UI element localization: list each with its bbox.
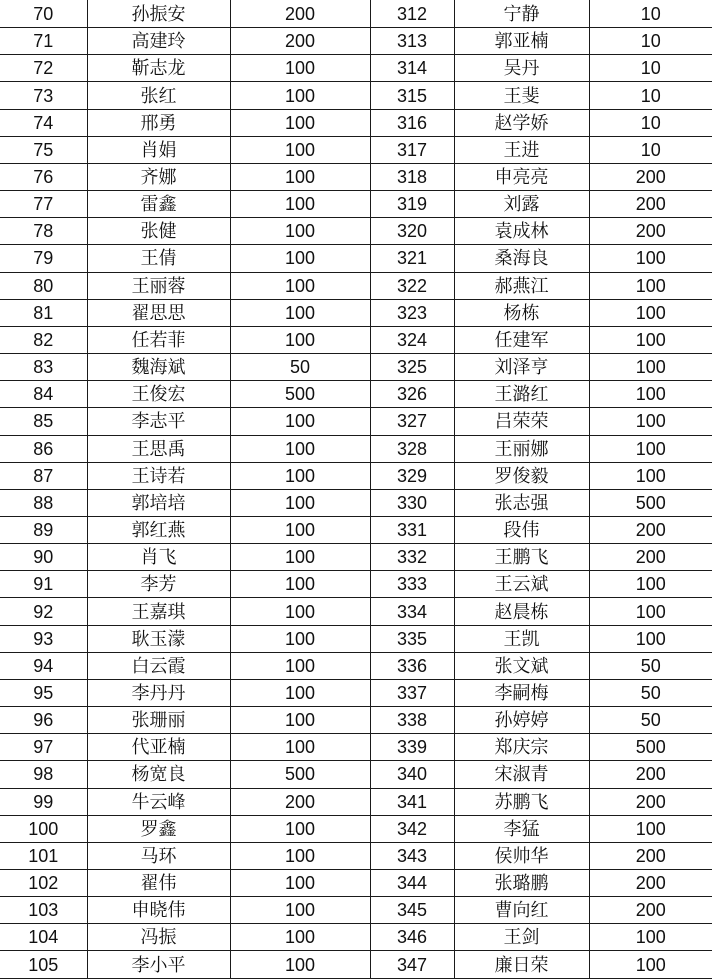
amount-cell: 100	[230, 815, 370, 842]
amount-cell: 100	[230, 625, 370, 652]
name-cell: 李嗣梅	[454, 679, 589, 706]
table-row	[0, 652, 712, 679]
row-number-cell: 103	[0, 897, 87, 924]
row-number-cell: 105	[0, 951, 87, 979]
amount-cell: 100	[230, 679, 370, 706]
amount-cell: 50	[230, 354, 370, 381]
amount-cell: 100	[230, 897, 370, 924]
amount-cell: 500	[589, 489, 712, 516]
name-cell: 王嘉琪	[87, 598, 230, 625]
name-cell: 靳志龙	[87, 55, 230, 82]
row-number-cell: 324	[370, 326, 454, 353]
row-number-cell: 337	[370, 679, 454, 706]
name-cell: 牛云峰	[87, 788, 230, 815]
amount-cell: 10	[589, 109, 712, 136]
table-row	[0, 218, 712, 245]
row-number-cell: 78	[0, 218, 87, 245]
name-cell: 张璐鹏	[454, 870, 589, 897]
amount-cell: 10	[589, 28, 712, 55]
row-number-cell: 89	[0, 516, 87, 543]
amount-cell: 100	[230, 571, 370, 598]
name-cell: 李丹丹	[87, 679, 230, 706]
table-row	[0, 163, 712, 190]
table-row	[0, 571, 712, 598]
amount-cell: 100	[230, 924, 370, 951]
amount-cell: 100	[230, 191, 370, 218]
name-cell: 吕荣荣	[454, 408, 589, 435]
row-number-cell: 342	[370, 815, 454, 842]
amount-cell: 100	[230, 462, 370, 489]
amount-cell: 500	[230, 761, 370, 788]
table-row	[0, 354, 712, 381]
amount-cell: 100	[230, 109, 370, 136]
name-cell: 肖飞	[87, 544, 230, 571]
name-cell: 王斐	[454, 82, 589, 109]
name-cell: 张健	[87, 218, 230, 245]
row-number-cell: 88	[0, 489, 87, 516]
table-row	[0, 598, 712, 625]
name-cell: 翟思思	[87, 299, 230, 326]
table-row	[0, 55, 712, 82]
name-cell: 王剑	[454, 924, 589, 951]
amount-cell: 100	[589, 435, 712, 462]
amount-cell: 100	[230, 136, 370, 163]
amount-cell: 100	[230, 272, 370, 299]
name-cell: 李猛	[454, 815, 589, 842]
row-number-cell: 84	[0, 381, 87, 408]
amount-cell: 200	[589, 870, 712, 897]
row-number-cell: 330	[370, 489, 454, 516]
amount-cell: 100	[230, 245, 370, 272]
row-number-cell: 79	[0, 245, 87, 272]
amount-cell: 100	[230, 951, 370, 979]
row-number-cell: 343	[370, 842, 454, 869]
row-number-cell: 316	[370, 109, 454, 136]
table-row	[0, 381, 712, 408]
name-cell: 刘泽亨	[454, 354, 589, 381]
name-cell: 王丽娜	[454, 435, 589, 462]
row-number-cell: 336	[370, 652, 454, 679]
name-cell: 冯振	[87, 924, 230, 951]
amount-cell: 100	[589, 462, 712, 489]
name-cell: 申晓伟	[87, 897, 230, 924]
table-row	[0, 951, 712, 979]
row-number-cell: 77	[0, 191, 87, 218]
row-number-cell: 323	[370, 299, 454, 326]
name-cell: 任建军	[454, 326, 589, 353]
amount-cell: 100	[589, 272, 712, 299]
name-cell: 张志强	[454, 489, 589, 516]
row-number-cell: 325	[370, 354, 454, 381]
row-number-cell: 328	[370, 435, 454, 462]
name-cell: 魏海斌	[87, 354, 230, 381]
row-number-cell: 317	[370, 136, 454, 163]
row-number-cell: 341	[370, 788, 454, 815]
name-cell: 马环	[87, 842, 230, 869]
name-cell: 张珊丽	[87, 707, 230, 734]
row-number-cell: 332	[370, 544, 454, 571]
row-number-cell: 76	[0, 163, 87, 190]
amount-cell: 200	[589, 842, 712, 869]
row-number-cell: 318	[370, 163, 454, 190]
name-cell: 刘露	[454, 191, 589, 218]
amount-cell: 100	[589, 408, 712, 435]
name-cell: 侯帅华	[454, 842, 589, 869]
amount-cell: 200	[589, 897, 712, 924]
name-cell: 段伟	[454, 516, 589, 543]
row-number-cell: 73	[0, 82, 87, 109]
amount-cell: 200	[589, 788, 712, 815]
amount-cell: 100	[230, 55, 370, 82]
amount-cell: 200	[230, 28, 370, 55]
name-cell: 王潞红	[454, 381, 589, 408]
amount-cell: 100	[230, 489, 370, 516]
row-number-cell: 101	[0, 842, 87, 869]
amount-cell: 100	[230, 652, 370, 679]
amount-cell: 100	[230, 870, 370, 897]
row-number-cell: 319	[370, 191, 454, 218]
amount-cell: 100	[230, 707, 370, 734]
name-cell: 王思禹	[87, 435, 230, 462]
row-number-cell: 75	[0, 136, 87, 163]
name-cell: 孙婷婷	[454, 707, 589, 734]
amount-cell: 500	[230, 381, 370, 408]
row-number-cell: 104	[0, 924, 87, 951]
row-number-cell: 313	[370, 28, 454, 55]
amount-cell: 100	[589, 299, 712, 326]
row-number-cell: 87	[0, 462, 87, 489]
amount-cell: 100	[589, 381, 712, 408]
amount-cell: 50	[589, 707, 712, 734]
table-row	[0, 734, 712, 761]
table-row	[0, 408, 712, 435]
amount-cell: 100	[230, 734, 370, 761]
row-number-cell: 331	[370, 516, 454, 543]
table-row	[0, 924, 712, 951]
row-number-cell: 81	[0, 299, 87, 326]
row-number-cell: 97	[0, 734, 87, 761]
name-cell: 廉日荣	[454, 951, 589, 979]
name-cell: 吴丹	[454, 55, 589, 82]
name-cell: 孙振安	[87, 0, 230, 28]
table-row	[0, 326, 712, 353]
name-cell: 王云斌	[454, 571, 589, 598]
table-row	[0, 870, 712, 897]
name-cell: 雷鑫	[87, 191, 230, 218]
table-row	[0, 761, 712, 788]
table-row	[0, 788, 712, 815]
name-cell: 李志平	[87, 408, 230, 435]
row-number-cell: 333	[370, 571, 454, 598]
table-row	[0, 109, 712, 136]
name-cell: 邢勇	[87, 109, 230, 136]
amount-cell: 100	[589, 245, 712, 272]
amount-cell: 50	[589, 652, 712, 679]
amount-cell: 100	[230, 82, 370, 109]
amount-cell: 100	[230, 299, 370, 326]
row-number-cell: 327	[370, 408, 454, 435]
row-number-cell: 96	[0, 707, 87, 734]
name-cell: 杨宽良	[87, 761, 230, 788]
table-row	[0, 516, 712, 543]
name-cell: 宋淑青	[454, 761, 589, 788]
row-number-cell: 320	[370, 218, 454, 245]
name-cell: 郑庆宗	[454, 734, 589, 761]
amount-cell: 200	[230, 0, 370, 28]
table-row	[0, 435, 712, 462]
row-number-cell: 338	[370, 707, 454, 734]
row-number-cell: 312	[370, 0, 454, 28]
name-cell: 齐娜	[87, 163, 230, 190]
table-row	[0, 707, 712, 734]
row-number-cell: 98	[0, 761, 87, 788]
amount-cell: 100	[589, 815, 712, 842]
amount-cell: 200	[589, 516, 712, 543]
amount-cell: 100	[230, 516, 370, 543]
row-number-cell: 329	[370, 462, 454, 489]
row-number-cell: 71	[0, 28, 87, 55]
row-number-cell: 99	[0, 788, 87, 815]
table-row	[0, 0, 712, 28]
amount-cell: 100	[589, 354, 712, 381]
row-number-cell: 95	[0, 679, 87, 706]
name-cell: 肖娟	[87, 136, 230, 163]
name-cell: 桑海良	[454, 245, 589, 272]
row-number-cell: 340	[370, 761, 454, 788]
name-cell: 赵晨栋	[454, 598, 589, 625]
name-cell: 袁成林	[454, 218, 589, 245]
table-row	[0, 191, 712, 218]
row-number-cell: 100	[0, 815, 87, 842]
row-number-cell: 334	[370, 598, 454, 625]
row-number-cell: 321	[370, 245, 454, 272]
row-number-cell: 345	[370, 897, 454, 924]
amount-cell: 200	[589, 163, 712, 190]
name-cell: 宁静	[454, 0, 589, 28]
table-row	[0, 897, 712, 924]
row-number-cell: 344	[370, 870, 454, 897]
table-row	[0, 815, 712, 842]
name-cell: 王凯	[454, 625, 589, 652]
amount-cell: 10	[589, 82, 712, 109]
amount-cell: 200	[230, 788, 370, 815]
row-number-cell: 70	[0, 0, 87, 28]
row-number-cell: 82	[0, 326, 87, 353]
name-cell: 杨栋	[454, 299, 589, 326]
name-cell: 赵学娇	[454, 109, 589, 136]
row-number-cell: 314	[370, 55, 454, 82]
amount-cell: 200	[589, 218, 712, 245]
amount-cell: 10	[589, 55, 712, 82]
row-number-cell: 339	[370, 734, 454, 761]
amount-cell: 100	[230, 218, 370, 245]
table-row	[0, 82, 712, 109]
amount-cell: 500	[589, 734, 712, 761]
amount-cell: 10	[589, 0, 712, 28]
name-cell: 郝燕江	[454, 272, 589, 299]
name-cell: 王丽蓉	[87, 272, 230, 299]
row-number-cell: 92	[0, 598, 87, 625]
amount-cell: 10	[589, 136, 712, 163]
row-number-cell: 91	[0, 571, 87, 598]
name-cell: 王诗若	[87, 462, 230, 489]
name-cell: 翟伟	[87, 870, 230, 897]
amount-cell: 100	[230, 408, 370, 435]
name-cell: 白云霞	[87, 652, 230, 679]
row-number-cell: 72	[0, 55, 87, 82]
row-number-cell: 346	[370, 924, 454, 951]
name-cell: 高建玲	[87, 28, 230, 55]
amount-cell: 100	[230, 326, 370, 353]
row-number-cell: 86	[0, 435, 87, 462]
amount-cell: 100	[589, 326, 712, 353]
row-number-cell: 322	[370, 272, 454, 299]
table-row	[0, 625, 712, 652]
table-row	[0, 462, 712, 489]
name-cell: 王倩	[87, 245, 230, 272]
name-cell: 苏鹏飞	[454, 788, 589, 815]
amount-cell: 100	[230, 598, 370, 625]
table-row	[0, 272, 712, 299]
name-cell: 郭红燕	[87, 516, 230, 543]
row-number-cell: 85	[0, 408, 87, 435]
amount-cell: 100	[230, 163, 370, 190]
row-number-cell: 326	[370, 381, 454, 408]
name-cell: 王俊宏	[87, 381, 230, 408]
name-cell: 郭亚楠	[454, 28, 589, 55]
table-row	[0, 28, 712, 55]
amount-cell: 200	[589, 761, 712, 788]
row-number-cell: 94	[0, 652, 87, 679]
table-row	[0, 544, 712, 571]
table-row	[0, 842, 712, 869]
name-cell: 任若菲	[87, 326, 230, 353]
table-row	[0, 245, 712, 272]
amount-cell: 100	[589, 571, 712, 598]
row-number-cell: 74	[0, 109, 87, 136]
name-cell: 李小平	[87, 951, 230, 979]
amount-cell: 100	[230, 544, 370, 571]
name-cell: 罗俊毅	[454, 462, 589, 489]
name-cell: 代亚楠	[87, 734, 230, 761]
row-number-cell: 347	[370, 951, 454, 979]
name-cell: 王进	[454, 136, 589, 163]
amount-cell: 200	[589, 191, 712, 218]
amount-cell: 200	[589, 544, 712, 571]
name-cell: 张红	[87, 82, 230, 109]
row-number-cell: 80	[0, 272, 87, 299]
name-cell: 耿玉濛	[87, 625, 230, 652]
amount-cell: 100	[589, 625, 712, 652]
row-number-cell: 93	[0, 625, 87, 652]
name-cell: 张文斌	[454, 652, 589, 679]
name-cell: 曹向红	[454, 897, 589, 924]
name-cell: 王鹏飞	[454, 544, 589, 571]
amount-cell: 100	[589, 924, 712, 951]
table-row	[0, 489, 712, 516]
name-cell: 郭培培	[87, 489, 230, 516]
amount-cell: 100	[589, 598, 712, 625]
row-number-cell: 315	[370, 82, 454, 109]
table-row	[0, 136, 712, 163]
name-cell: 李芳	[87, 571, 230, 598]
amount-cell: 100	[589, 951, 712, 979]
amount-cell: 50	[589, 679, 712, 706]
name-cell: 罗鑫	[87, 815, 230, 842]
amount-cell: 100	[230, 842, 370, 869]
row-number-cell: 83	[0, 354, 87, 381]
amount-cell: 100	[230, 435, 370, 462]
row-number-cell: 335	[370, 625, 454, 652]
table-row	[0, 299, 712, 326]
table-row	[0, 679, 712, 706]
row-number-cell: 102	[0, 870, 87, 897]
row-number-cell: 90	[0, 544, 87, 571]
name-cell: 申亮亮	[454, 163, 589, 190]
